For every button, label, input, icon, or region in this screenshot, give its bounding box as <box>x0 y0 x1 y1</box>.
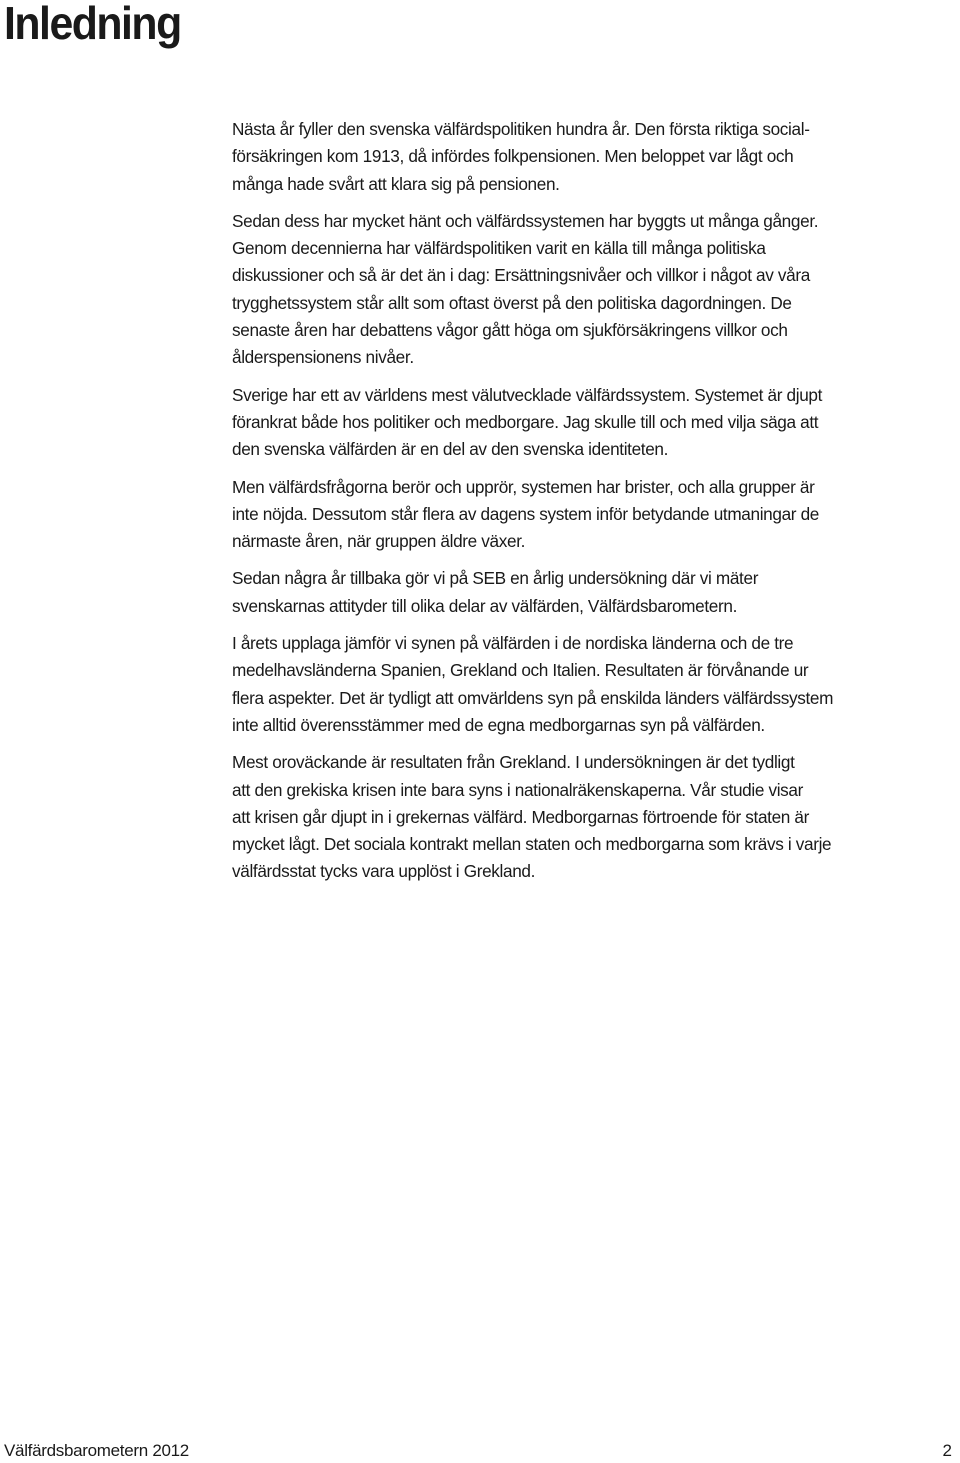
paragraph-debate: Genom decennierna har välfärdspolitiken varit en källa till många politiska diskussioner och så är det än i dag: Ersättningsnivåer och villkor i något av våra trygghetssystem står allt som oftast överst på den politiska dagordningen. De senaste åren har debattens vågor gått höga om sjukförsäkringens villkor och ålderspensionens nivåer. <box>232 238 810 368</box>
paragraph-development: Sedan dess har mycket hänt och välfärdssystemen har byggts ut många gånger. <box>232 210 819 231</box>
paragraph-survey: Sedan några år tillbaka gör vi på SEB en årlig undersökning där vi mäter svenskarnas attityder till olika delar av välfärden, Välfärdsbarometern. <box>232 568 759 616</box>
body-text <box>232 116 892 896</box>
paragraph-comparison: I årets upplaga jämför vi synen på välfärden i de nordiska länderna och de tre medelhavsländerna Spanien, Grekland och Italien. Resultaten är förvånande ur flera aspekter. Det är tydligt att omvärldens syn på enskilda länders välfärdssystem inte alltid överensstämmer med de egna medborgarnas syn på välfärden. <box>232 633 834 735</box>
paragraph-greece: Mest oroväckande är resultaten från Grekland. I undersökningen är det tydligt att den grekiska krisen inte bara syns i nationalräkenskaperna. Vår studie visar att krisen går djupt in i grekernas välfärd. Medborgarnas förtroende för staten är mycket lågt. Det sociala kontrakt mellan staten och medborgarna som krävs i varje välfärdsstat tycks vara upplöst i Grekland. <box>232 752 832 882</box>
paragraph-swedish-system: Sverige har ett av världens mest välutvecklade välfärdssystem. Systemet är djupt förankrat både hos politiker och medborgare. Jag skulle till och med vilja säga att den svenska välfärden är en del av den svenska identiteten. <box>232 384 823 460</box>
paragraph-challenges: Men välfärdsfrågorna berör och upprör, systemen har brister, och alla grupper är inte nöjda. Dessutom står flera av dagens system inför betydande utmaningar de närmaste åren, när gruppen äldre växer. <box>232 476 820 552</box>
page-number: 2 <box>942 1441 952 1460</box>
paragraph-intro: Nästa år fyller den svenska välfärdspolitiken hundra år. Den första riktiga social- försäkringen kom 1913, då infördes folkpensionen. Men beloppet var lågt och många hade svårt att klara sig på pensionen. <box>232 119 810 194</box>
footer-publication: Välfärdsbarometern 2012 <box>4 1441 189 1460</box>
page-title: Inledning <box>4 0 181 49</box>
